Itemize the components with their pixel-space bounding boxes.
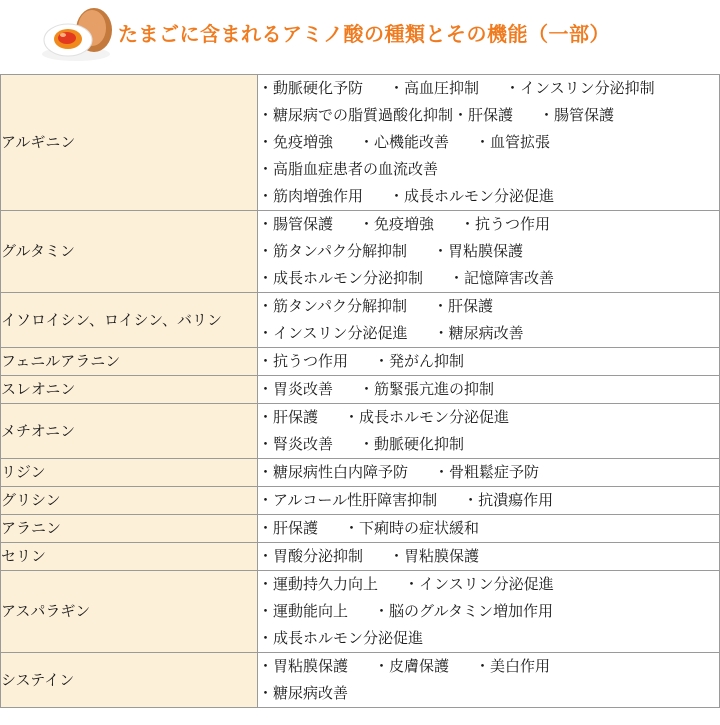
function-item: ・腸管保護 — [258, 215, 334, 233]
function-item: ・インスリン分泌促進 — [258, 324, 408, 342]
function-item: ・抗うつ作用 — [460, 215, 551, 233]
function-item: ・皮膚保護 — [374, 657, 450, 675]
function-item: ・下痢時の症状緩和 — [344, 519, 480, 537]
function-line — [258, 265, 719, 292]
boiled-egg-icon — [36, 4, 116, 64]
header — [0, 0, 720, 72]
function-item: ・インスリン分泌抑制 — [505, 79, 655, 97]
function-list — [258, 653, 720, 708]
function-list — [258, 459, 720, 487]
function-item: ・胃粘膜保護 — [258, 657, 349, 675]
table-row — [1, 376, 720, 404]
function-item: ・糖尿病での脂質過酸化抑制・肝保護 — [258, 106, 514, 124]
table-row — [1, 543, 720, 571]
function-list — [258, 75, 720, 211]
function-line — [258, 102, 719, 129]
function-item: ・運動能向上 — [258, 602, 349, 620]
function-line — [258, 293, 719, 320]
function-line — [258, 431, 719, 458]
function-item: ・腎炎改善 — [258, 435, 334, 453]
function-item: ・抗うつ作用 — [258, 352, 349, 370]
function-item: ・筋緊張亢進の抑制 — [359, 380, 495, 398]
function-item: ・糖尿病改善 — [258, 684, 349, 702]
function-item: ・糖尿病性白内障予防 — [258, 463, 409, 481]
function-list — [258, 404, 720, 459]
amino-acid-name: システイン — [1, 653, 258, 708]
function-item: ・発がん抑制 — [374, 352, 465, 370]
function-line — [258, 515, 719, 542]
function-item: ・筋肉増強作用 — [258, 187, 364, 205]
table-row — [1, 211, 720, 293]
amino-acid-name: アスパラギン — [1, 571, 258, 653]
function-list — [258, 487, 720, 515]
function-line — [258, 487, 719, 514]
function-line — [258, 129, 719, 156]
function-item: ・血管拡張 — [475, 133, 551, 151]
function-item: ・腸管保護 — [539, 106, 615, 124]
function-line — [258, 598, 719, 625]
function-item: ・胃炎改善 — [258, 380, 334, 398]
function-line — [258, 653, 719, 680]
function-item: ・脳のグルタミン増加作用 — [374, 602, 553, 620]
function-item: ・動脈硬化抑制 — [359, 435, 465, 453]
function-item: ・アルコール性肝障害抑制 — [258, 491, 438, 509]
function-item: ・胃粘膜保護 — [432, 242, 523, 260]
table-row — [1, 487, 720, 515]
function-item: ・成長ホルモン分泌促進 — [344, 408, 510, 426]
amino-acid-name: グルタミン — [1, 211, 258, 293]
table-row — [1, 348, 720, 376]
function-line — [258, 183, 719, 210]
amino-acid-name: メチオニン — [1, 404, 258, 459]
function-line — [258, 238, 719, 265]
amino-acid-name: アラニン — [1, 515, 258, 543]
function-list — [258, 543, 720, 571]
function-item: ・糖尿病改善 — [433, 324, 524, 342]
function-item: ・成長ホルモン分泌促進 — [389, 187, 555, 205]
table-row — [1, 459, 720, 487]
function-item: ・心機能改善 — [359, 133, 450, 151]
function-item: ・美白作用 — [475, 657, 551, 675]
function-list — [258, 571, 720, 653]
function-line — [258, 459, 719, 486]
function-list — [258, 211, 720, 293]
function-list — [258, 293, 720, 348]
function-line — [258, 75, 719, 102]
function-list — [258, 376, 720, 404]
page-title: たまごに含まれるアミノ酸の種類とその機能（一部） — [118, 22, 610, 46]
function-line — [258, 348, 719, 375]
function-item: ・肝保護 — [258, 519, 319, 537]
function-list — [258, 348, 720, 376]
function-item: ・肝保護 — [432, 297, 493, 315]
table-row — [1, 404, 720, 459]
amino-acid-name: アルギニン — [1, 75, 258, 211]
function-item: ・骨粗鬆症予防 — [434, 463, 540, 481]
function-item: ・運動持久力向上 — [258, 575, 379, 593]
amino-acid-name: イソロイシン、ロイシン、バリン — [1, 293, 258, 348]
function-item: ・高血圧抑制 — [389, 79, 480, 97]
function-item: ・動脈硬化予防 — [258, 79, 364, 97]
function-line — [258, 156, 719, 183]
amino-acid-name: スレオニン — [1, 376, 258, 404]
function-item: ・記憶障害改善 — [449, 269, 555, 287]
table-row — [1, 571, 720, 653]
amino-acid-table — [0, 74, 720, 708]
table-row — [1, 653, 720, 708]
function-item: ・成長ホルモン分泌促進 — [258, 629, 424, 647]
function-item: ・免疫増強 — [258, 133, 334, 151]
function-item: ・胃酸分泌抑制 — [258, 547, 364, 565]
function-line — [258, 571, 719, 598]
table-row — [1, 75, 720, 211]
function-list — [258, 515, 720, 543]
function-line — [258, 211, 719, 238]
function-item: ・肝保護 — [258, 408, 319, 426]
table-row — [1, 293, 720, 348]
function-item: ・インスリン分泌促進 — [404, 575, 554, 593]
function-item: ・筋タンパク分解抑制 — [258, 297, 407, 315]
amino-acid-name: グリシン — [1, 487, 258, 515]
table-row — [1, 515, 720, 543]
function-line — [258, 543, 719, 570]
amino-acid-name: リジン — [1, 459, 258, 487]
function-item: ・免疫増強 — [359, 215, 435, 233]
function-line — [258, 320, 719, 347]
amino-acid-name: セリン — [1, 543, 258, 571]
function-item: ・胃粘膜保護 — [389, 547, 480, 565]
function-line — [258, 404, 719, 431]
amino-acid-name: フェニルアラニン — [1, 348, 258, 376]
function-line — [258, 680, 719, 707]
function-item: ・成長ホルモン分泌抑制 — [258, 269, 424, 287]
function-line — [258, 625, 719, 652]
function-item: ・抗潰瘍作用 — [463, 491, 554, 509]
function-item: ・高脂血症患者の血流改善 — [258, 160, 439, 178]
function-item: ・筋タンパク分解抑制 — [258, 242, 407, 260]
function-line — [258, 376, 719, 403]
